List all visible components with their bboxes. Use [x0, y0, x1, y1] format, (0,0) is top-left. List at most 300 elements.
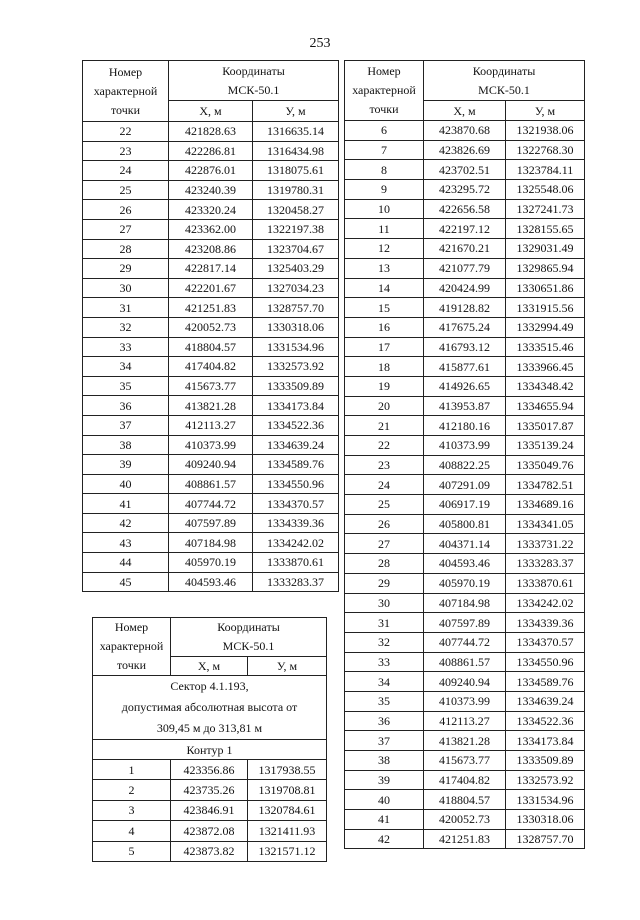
point-number-cell: 16 [345, 317, 424, 337]
x-coordinate-cell: 410373.99 [169, 435, 253, 455]
coordinates-table-left [82, 60, 339, 592]
x-coordinate-cell: 421251.83 [169, 298, 253, 318]
table-row [345, 829, 585, 849]
point-number-cell: 39 [345, 770, 424, 790]
x-coordinate-cell: 422197.12 [424, 219, 506, 239]
table-row [83, 455, 339, 475]
table-sector-body [93, 676, 327, 862]
point-number-cell: 11 [345, 219, 424, 239]
point-number-cell: 21 [345, 416, 424, 436]
header-point-line-3: точки [110, 102, 141, 117]
table-row [345, 396, 585, 416]
y-coordinate-cell: 1334589.76 [506, 672, 585, 692]
y-coordinate-cell: 1334173.84 [253, 396, 339, 416]
header-coordinates [171, 618, 327, 657]
point-number-cell: 40 [345, 790, 424, 810]
point-number-cell: 41 [83, 494, 169, 514]
x-coordinate-cell: 418804.57 [424, 790, 506, 810]
x-coordinate-cell: 412113.27 [424, 711, 506, 731]
point-number-cell: 30 [345, 593, 424, 613]
point-number-cell: 5 [93, 841, 171, 861]
y-coordinate-cell: 1320458.27 [253, 200, 339, 220]
x-coordinate-cell: 410373.99 [424, 691, 506, 711]
table-row [345, 790, 585, 810]
point-number-cell: 23 [345, 455, 424, 475]
point-number-cell: 22 [345, 436, 424, 456]
point-number-cell: 36 [83, 396, 169, 416]
x-coordinate-cell: 421251.83 [424, 829, 506, 849]
point-number-cell: 24 [83, 161, 169, 181]
point-number-cell: 32 [345, 632, 424, 652]
x-coordinate-cell: 404593.46 [424, 554, 506, 574]
y-coordinate-cell: 1334782.51 [506, 475, 585, 495]
point-number-cell: 13 [345, 258, 424, 278]
point-number-cell: 41 [345, 810, 424, 830]
y-coordinate-cell: 1317938.55 [248, 760, 327, 780]
point-number-cell: 35 [83, 376, 169, 396]
y-coordinate-cell: 1327034.23 [253, 278, 339, 298]
table-row [345, 652, 585, 672]
x-coordinate-cell: 422817.14 [169, 259, 253, 279]
y-coordinate-cell: 1330651.86 [506, 278, 585, 298]
table-row [345, 534, 585, 554]
x-coordinate-cell: 417404.82 [169, 357, 253, 377]
point-number-cell: 36 [345, 711, 424, 731]
header-point-line-2: характерной [352, 83, 416, 97]
point-number-cell: 32 [83, 317, 169, 337]
point-number-cell: 15 [345, 298, 424, 318]
table-row [345, 731, 585, 751]
x-coordinate-cell: 423702.51 [424, 160, 506, 180]
point-number-cell: 35 [345, 691, 424, 711]
table-row [345, 475, 585, 495]
page-number: 253 [309, 36, 331, 51]
x-coordinate-cell: 418804.57 [169, 337, 253, 357]
y-coordinate-cell: 1330318.06 [253, 317, 339, 337]
table-row [83, 200, 339, 220]
point-number-cell: 4 [93, 821, 171, 841]
x-coordinate-cell: 413953.87 [424, 396, 506, 416]
point-number-cell: 24 [345, 475, 424, 495]
x-coordinate-cell: 408861.57 [424, 652, 506, 672]
x-coordinate-cell: 423846.91 [171, 800, 248, 820]
x-coordinate-cell: 405970.19 [169, 553, 253, 573]
point-number-cell: 34 [345, 672, 424, 692]
point-number-cell: 6 [345, 121, 424, 141]
table-row [83, 435, 339, 455]
table-row [345, 455, 585, 475]
y-coordinate-cell: 1328155.65 [506, 219, 585, 239]
table-row [345, 672, 585, 692]
y-coordinate-cell: 1322197.38 [253, 219, 339, 239]
x-coordinate-cell: 423362.00 [169, 219, 253, 239]
x-coordinate-cell: 415673.77 [169, 376, 253, 396]
y-coordinate-cell: 1331534.96 [253, 337, 339, 357]
x-coordinate-cell: 405800.81 [424, 514, 506, 534]
header-x: Х, м [171, 657, 248, 676]
table-row [345, 751, 585, 771]
point-number-cell: 12 [345, 239, 424, 259]
table-row [345, 357, 585, 377]
y-coordinate-cell: 1335049.76 [506, 455, 585, 475]
sector-line-1: Сектор 4.1.193, [170, 679, 249, 693]
header-point-line-3: точки [369, 102, 399, 116]
coordinates-table-right [344, 60, 585, 849]
y-coordinate-cell: 1320784.61 [248, 800, 327, 820]
point-number-cell: 8 [345, 160, 424, 180]
y-coordinate-cell: 1325548.06 [506, 180, 585, 200]
x-coordinate-cell: 409240.94 [424, 672, 506, 692]
point-number-cell: 7 [345, 140, 424, 160]
table-row [345, 514, 585, 534]
header-y: У, м [253, 101, 339, 122]
point-number-cell: 9 [345, 180, 424, 200]
y-coordinate-cell: 1331534.96 [506, 790, 585, 810]
table-row [345, 298, 585, 318]
x-coordinate-cell: 420052.73 [169, 317, 253, 337]
y-coordinate-cell: 1334689.16 [506, 495, 585, 515]
y-coordinate-cell: 1323784.11 [506, 160, 585, 180]
y-coordinate-cell: 1325403.29 [253, 259, 339, 279]
x-coordinate-cell: 415877.61 [424, 357, 506, 377]
x-coordinate-cell: 423208.86 [169, 239, 253, 259]
x-coordinate-cell: 407597.89 [169, 513, 253, 533]
y-coordinate-cell: 1334639.24 [506, 691, 585, 711]
y-coordinate-cell: 1333870.61 [506, 573, 585, 593]
table-row [345, 140, 585, 160]
point-number-cell: 45 [83, 572, 169, 592]
point-number-cell: 20 [345, 396, 424, 416]
y-coordinate-cell: 1335017.87 [506, 416, 585, 436]
x-coordinate-cell: 407291.09 [424, 475, 506, 495]
y-coordinate-cell: 1333966.45 [506, 357, 585, 377]
x-coordinate-cell: 404371.14 [424, 534, 506, 554]
y-coordinate-cell: 1333731.22 [506, 534, 585, 554]
x-coordinate-cell: 413821.28 [169, 396, 253, 416]
point-number-cell: 37 [345, 731, 424, 751]
point-number-cell: 19 [345, 376, 424, 396]
header-coord-line-1: Координаты [472, 63, 536, 78]
y-coordinate-cell: 1333283.37 [506, 554, 585, 574]
x-coordinate-cell: 423356.86 [171, 760, 248, 780]
y-coordinate-cell: 1316635.14 [253, 122, 339, 142]
y-coordinate-cell: 1329031.49 [506, 239, 585, 259]
header-x: Х, м [169, 101, 253, 122]
point-number-cell: 29 [83, 259, 169, 279]
x-coordinate-cell: 412113.27 [169, 415, 253, 435]
header-y: У, м [506, 101, 585, 121]
table-row [93, 821, 327, 841]
table-left-body [83, 122, 339, 592]
point-number-cell: 33 [345, 652, 424, 672]
header-coordinates [424, 61, 585, 101]
point-number-cell: 33 [83, 337, 169, 357]
point-number-cell: 26 [345, 514, 424, 534]
contour-label: Контур 1 [93, 740, 327, 760]
y-coordinate-cell: 1319708.81 [248, 780, 327, 800]
table-row [93, 780, 327, 800]
y-coordinate-cell: 1319780.31 [253, 180, 339, 200]
point-number-cell: 40 [83, 474, 169, 494]
y-coordinate-cell: 1333509.89 [253, 376, 339, 396]
table-row [83, 141, 339, 161]
x-coordinate-cell: 422876.01 [169, 161, 253, 181]
x-coordinate-cell: 410373.99 [424, 436, 506, 456]
y-coordinate-cell: 1334339.36 [253, 513, 339, 533]
point-number-cell: 38 [83, 435, 169, 455]
header-coord-line-1: Координаты [222, 63, 285, 78]
x-coordinate-cell: 416793.12 [424, 337, 506, 357]
y-coordinate-cell: 1332573.92 [506, 770, 585, 790]
y-coordinate-cell: 1333515.46 [506, 337, 585, 357]
point-number-cell: 23 [83, 141, 169, 161]
table-row [345, 337, 585, 357]
table-row [83, 317, 339, 337]
x-coordinate-cell: 423320.24 [169, 200, 253, 220]
y-coordinate-cell: 1333283.37 [253, 572, 339, 592]
x-coordinate-cell: 407744.72 [424, 632, 506, 652]
table-row [83, 278, 339, 298]
table-row [345, 554, 585, 574]
table-row [93, 841, 327, 861]
y-coordinate-cell: 1334339.36 [506, 613, 585, 633]
table-row [83, 357, 339, 377]
table-row [345, 593, 585, 613]
y-coordinate-cell: 1334370.57 [253, 494, 339, 514]
table-row [345, 317, 585, 337]
x-coordinate-cell: 409240.94 [169, 455, 253, 475]
table-row [83, 337, 339, 357]
x-coordinate-cell: 423872.08 [171, 821, 248, 841]
header-coord-line-2: МСК-50.1 [227, 82, 280, 97]
table-row [345, 436, 585, 456]
y-coordinate-cell: 1330318.06 [506, 810, 585, 830]
table-row [83, 396, 339, 416]
x-coordinate-cell: 420052.73 [424, 810, 506, 830]
x-coordinate-cell: 422656.58 [424, 199, 506, 219]
x-coordinate-cell: 404593.46 [169, 572, 253, 592]
table-row [83, 474, 339, 494]
table-row [83, 122, 339, 142]
table-row [345, 573, 585, 593]
table-row [83, 376, 339, 396]
point-number-cell: 27 [345, 534, 424, 554]
y-coordinate-cell: 1334370.57 [506, 632, 585, 652]
x-coordinate-cell: 423870.68 [424, 121, 506, 141]
y-coordinate-cell: 1332573.92 [253, 357, 339, 377]
x-coordinate-cell: 407597.89 [424, 613, 506, 633]
table-row [83, 553, 339, 573]
header-point-line-1: Номер [108, 64, 143, 79]
table-row [345, 180, 585, 200]
point-number-cell: 26 [83, 200, 169, 220]
y-coordinate-cell: 1333870.61 [253, 553, 339, 573]
table-row [345, 278, 585, 298]
y-coordinate-cell: 1334348.42 [506, 376, 585, 396]
header-coord-line-2: МСК-50.1 [478, 82, 530, 97]
point-number-cell: 38 [345, 751, 424, 771]
header-point-number [83, 61, 169, 122]
point-number-cell: 25 [83, 180, 169, 200]
x-coordinate-cell: 419128.82 [424, 298, 506, 318]
y-coordinate-cell: 1334522.36 [253, 415, 339, 435]
table-row [93, 760, 327, 780]
x-coordinate-cell: 405970.19 [424, 573, 506, 593]
x-coordinate-cell: 414926.65 [424, 376, 506, 396]
table-right-body [345, 121, 585, 849]
y-coordinate-cell: 1321571.12 [248, 841, 327, 861]
sector-line-2: допустимая абсолютная высота от [121, 700, 298, 714]
x-coordinate-cell: 415673.77 [424, 751, 506, 771]
y-coordinate-cell: 1327241.73 [506, 199, 585, 219]
x-coordinate-cell: 413821.28 [424, 731, 506, 751]
table-row [345, 376, 585, 396]
x-coordinate-cell: 407744.72 [169, 494, 253, 514]
table-row [345, 258, 585, 278]
table-row [345, 711, 585, 731]
x-coordinate-cell: 417404.82 [424, 770, 506, 790]
x-coordinate-cell: 422286.81 [169, 141, 253, 161]
y-coordinate-cell: 1334589.76 [253, 455, 339, 475]
point-number-cell: 42 [345, 829, 424, 849]
y-coordinate-cell: 1334522.36 [506, 711, 585, 731]
x-coordinate-cell: 412180.16 [424, 416, 506, 436]
point-number-cell: 14 [345, 278, 424, 298]
y-coordinate-cell: 1332994.49 [506, 317, 585, 337]
point-number-cell: 31 [83, 298, 169, 318]
x-coordinate-cell: 421670.21 [424, 239, 506, 259]
table-row [83, 219, 339, 239]
y-coordinate-cell: 1333509.89 [506, 751, 585, 771]
y-coordinate-cell: 1329865.94 [506, 258, 585, 278]
point-number-cell: 44 [83, 553, 169, 573]
point-number-cell: 2 [93, 780, 171, 800]
table-row [345, 691, 585, 711]
x-coordinate-cell: 423240.39 [169, 180, 253, 200]
header-point-line-1: Номер [367, 64, 401, 78]
table-row [345, 199, 585, 219]
y-coordinate-cell: 1335139.24 [506, 436, 585, 456]
point-number-cell: 29 [345, 573, 424, 593]
table-row [345, 219, 585, 239]
x-coordinate-cell: 407184.98 [169, 533, 253, 553]
point-number-cell: 37 [83, 415, 169, 435]
y-coordinate-cell: 1331915.56 [506, 298, 585, 318]
point-number-cell: 39 [83, 455, 169, 475]
point-number-cell: 31 [345, 613, 424, 633]
y-coordinate-cell: 1322768.30 [506, 140, 585, 160]
table-row [345, 239, 585, 259]
point-number-cell: 43 [83, 533, 169, 553]
table-row [83, 239, 339, 259]
header-point-line-1: Номер [114, 620, 149, 634]
y-coordinate-cell: 1334655.94 [506, 396, 585, 416]
header-point-line-2: характерной [99, 639, 164, 653]
point-number-cell: 25 [345, 495, 424, 515]
sector-line-3: 309,45 м до 313,81 м [156, 721, 263, 735]
point-number-cell: 27 [83, 219, 169, 239]
y-coordinate-cell: 1318075.61 [253, 161, 339, 181]
x-coordinate-cell: 421077.79 [424, 258, 506, 278]
x-coordinate-cell: 423826.69 [424, 140, 506, 160]
y-coordinate-cell: 1334341.05 [506, 514, 585, 534]
x-coordinate-cell: 417675.24 [424, 317, 506, 337]
table-row [345, 632, 585, 652]
x-coordinate-cell: 408822.25 [424, 455, 506, 475]
y-coordinate-cell: 1334173.84 [506, 731, 585, 751]
point-number-cell: 10 [345, 199, 424, 219]
table-row [345, 495, 585, 515]
header-coordinates [169, 61, 339, 101]
x-coordinate-cell: 423735.26 [171, 780, 248, 800]
table-row [83, 513, 339, 533]
header-coord-line-1: Координаты [217, 620, 280, 634]
y-coordinate-cell: 1334639.24 [253, 435, 339, 455]
table-row [345, 416, 585, 436]
table-row [83, 572, 339, 592]
table-row [83, 259, 339, 279]
point-number-cell: 17 [345, 337, 424, 357]
table-row [83, 494, 339, 514]
table-row [83, 161, 339, 181]
table-row [83, 180, 339, 200]
x-coordinate-cell: 421828.63 [169, 122, 253, 142]
y-coordinate-cell: 1328757.70 [253, 298, 339, 318]
header-y: У, м [248, 657, 327, 676]
point-number-cell: 18 [345, 357, 424, 377]
coordinates-table-sector [92, 617, 327, 862]
table-row [83, 298, 339, 318]
point-number-cell: 34 [83, 357, 169, 377]
header-point-line-3: точки [116, 658, 147, 672]
x-coordinate-cell: 422201.67 [169, 278, 253, 298]
table-row [345, 770, 585, 790]
table-row [83, 533, 339, 553]
x-coordinate-cell: 423295.72 [424, 180, 506, 200]
point-number-cell: 28 [345, 554, 424, 574]
y-coordinate-cell: 1316434.98 [253, 141, 339, 161]
y-coordinate-cell: 1334550.96 [506, 652, 585, 672]
point-number-cell: 28 [83, 239, 169, 259]
header-point-number [93, 618, 171, 676]
y-coordinate-cell: 1321411.93 [248, 821, 327, 841]
y-coordinate-cell: 1328757.70 [506, 829, 585, 849]
sector-description [93, 676, 327, 740]
x-coordinate-cell: 420424.99 [424, 278, 506, 298]
x-coordinate-cell: 406917.19 [424, 495, 506, 515]
table-row [345, 160, 585, 180]
header-x: Х, м [424, 101, 506, 121]
table-row [345, 810, 585, 830]
point-number-cell: 22 [83, 122, 169, 142]
table-row [345, 613, 585, 633]
y-coordinate-cell: 1334242.02 [506, 593, 585, 613]
header-coord-line-2: МСК-50.1 [222, 639, 275, 653]
y-coordinate-cell: 1334550.96 [253, 474, 339, 494]
point-number-cell: 42 [83, 513, 169, 533]
header-point-number [345, 61, 424, 121]
point-number-cell: 3 [93, 800, 171, 820]
point-number-cell: 1 [93, 760, 171, 780]
y-coordinate-cell: 1323704.67 [253, 239, 339, 259]
x-coordinate-cell: 407184.98 [424, 593, 506, 613]
point-number-cell: 30 [83, 278, 169, 298]
table-row [93, 800, 327, 820]
table-row [345, 121, 585, 141]
header-point-line-2: характерной [93, 83, 158, 98]
y-coordinate-cell: 1334242.02 [253, 533, 339, 553]
x-coordinate-cell: 408861.57 [169, 474, 253, 494]
